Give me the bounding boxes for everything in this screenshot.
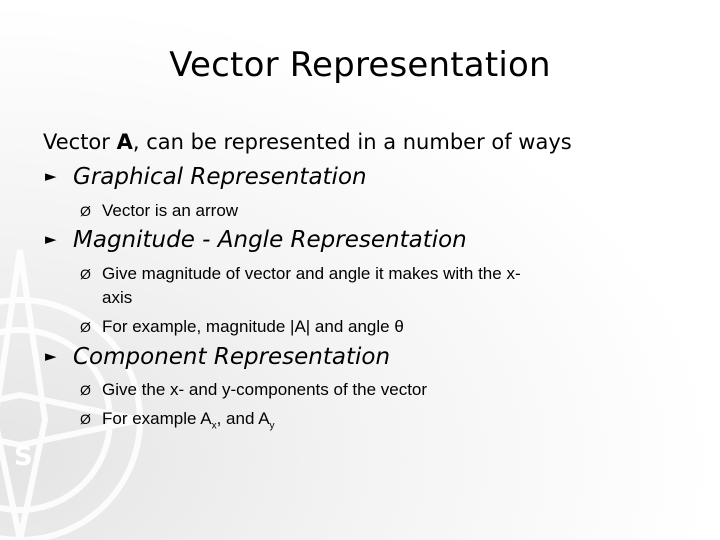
section-heading-component	[45, 344, 390, 370]
list-item-text-cont: , and A	[216, 409, 270, 428]
svg-text:S: S	[14, 442, 33, 472]
bullet-arrow-icon: ►	[45, 230, 57, 248]
intro-suffix: , can be represented in a number of ways	[132, 130, 572, 154]
list-item	[80, 409, 275, 431]
section-heading-magnitude-angle	[45, 227, 467, 253]
list-item	[80, 264, 521, 284]
list-item-continuation: axis	[102, 288, 133, 307]
list-item-text: For example A	[102, 409, 212, 428]
intro-line	[43, 130, 572, 154]
section-heading-text: Magnitude - Angle Representation	[73, 227, 467, 253]
sub-bullet-icon: Ø	[80, 266, 91, 282]
list-item	[80, 380, 427, 400]
list-item-text: Vector is an arrow	[102, 201, 239, 220]
sub-bullet-icon: Ø	[80, 411, 91, 427]
section-heading-graphical	[45, 164, 367, 190]
subscript-y: y	[269, 420, 275, 432]
section-heading-text: Component Representation	[73, 344, 391, 370]
list-item-text: Give magnitude of vector and angle it makes with the x-	[102, 264, 521, 283]
sub-bullet-icon: Ø	[80, 382, 91, 398]
subscript-x: x	[211, 420, 217, 432]
bullet-arrow-icon: ►	[45, 167, 57, 185]
sub-bullet-icon: Ø	[80, 319, 91, 335]
section-heading-text: Graphical Representation	[73, 164, 367, 190]
slide-title: Vector Representation	[169, 45, 551, 85]
list-item	[80, 317, 404, 337]
intro-prefix: Vector	[43, 130, 117, 154]
list-item-text: Give the x- and y-components of the vector	[102, 380, 428, 399]
bullet-arrow-icon: ►	[45, 347, 57, 365]
list-item	[80, 201, 238, 221]
sub-bullet-icon: Ø	[80, 203, 91, 219]
list-item-text: For example, magnitude |A| and angle θ	[102, 317, 404, 336]
intro-vector-symbol: A	[116, 130, 133, 154]
